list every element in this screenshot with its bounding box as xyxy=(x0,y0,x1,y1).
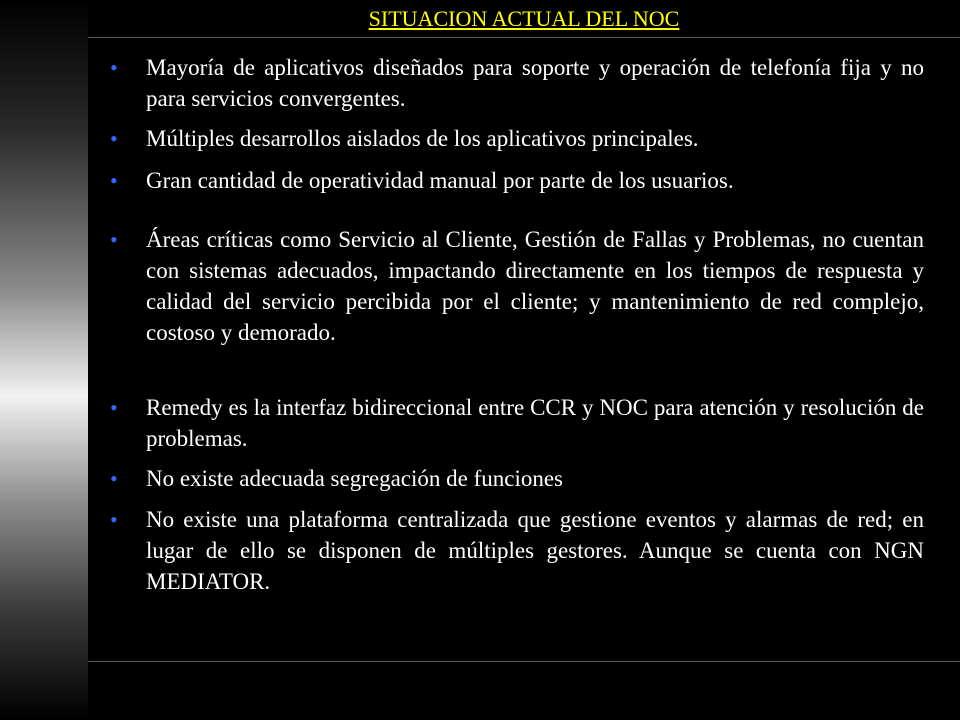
bullet-item xyxy=(110,165,924,196)
bullet-icon: • xyxy=(110,168,118,193)
bullet-list xyxy=(110,52,924,597)
bullet-item xyxy=(110,123,924,154)
bullet-text: Remedy es la interfaz bidireccional entre CCR y NOC para atención y resolución de problemas. xyxy=(146,395,924,451)
bullet-icon: • xyxy=(110,466,118,491)
bottom-divider xyxy=(88,661,960,662)
bullet-text: Áreas críticas como Servicio al Cliente, Gestión de Fallas y Problemas, no cuentan con sistemas adecuados, impactando directamente en los tiempos de respuesta y calidad del servicio percibida por el cliente; y mantenimiento de red complejo, costoso y demorado. xyxy=(146,227,924,345)
side-gradient-bar xyxy=(0,0,88,720)
bullet-text: No existe una plataforma centralizada que gestione eventos y alarmas de red; en lugar de ello se disponen de múltiples gestores. Aunque se cuenta con NGN MEDIATOR. xyxy=(146,507,924,594)
top-divider xyxy=(88,37,960,38)
bullet-icon: • xyxy=(110,227,118,252)
bullet-icon: • xyxy=(110,126,118,151)
bullet-text: Múltiples desarrollos aislados de los aplicativos principales. xyxy=(146,126,699,151)
slide-title: SITUACION ACTUAL DEL NOC xyxy=(368,6,680,31)
bullet-text: No existe adecuada segregación de funciones xyxy=(146,466,564,491)
bullet-icon: • xyxy=(110,507,118,532)
bullet-text: Mayoría de aplicativos diseñados para soporte y operación de telefonía fija y no para servicios convergentes. xyxy=(146,55,924,111)
bullet-item xyxy=(110,224,924,348)
bullet-item xyxy=(110,504,924,597)
bullet-item xyxy=(110,463,924,494)
bullet-item xyxy=(110,392,924,454)
bullet-item xyxy=(110,52,924,114)
bullet-text: Gran cantidad de operatividad manual por parte de los usuarios. xyxy=(146,168,734,193)
bullet-icon: • xyxy=(110,395,118,420)
bullet-icon: • xyxy=(110,55,118,80)
